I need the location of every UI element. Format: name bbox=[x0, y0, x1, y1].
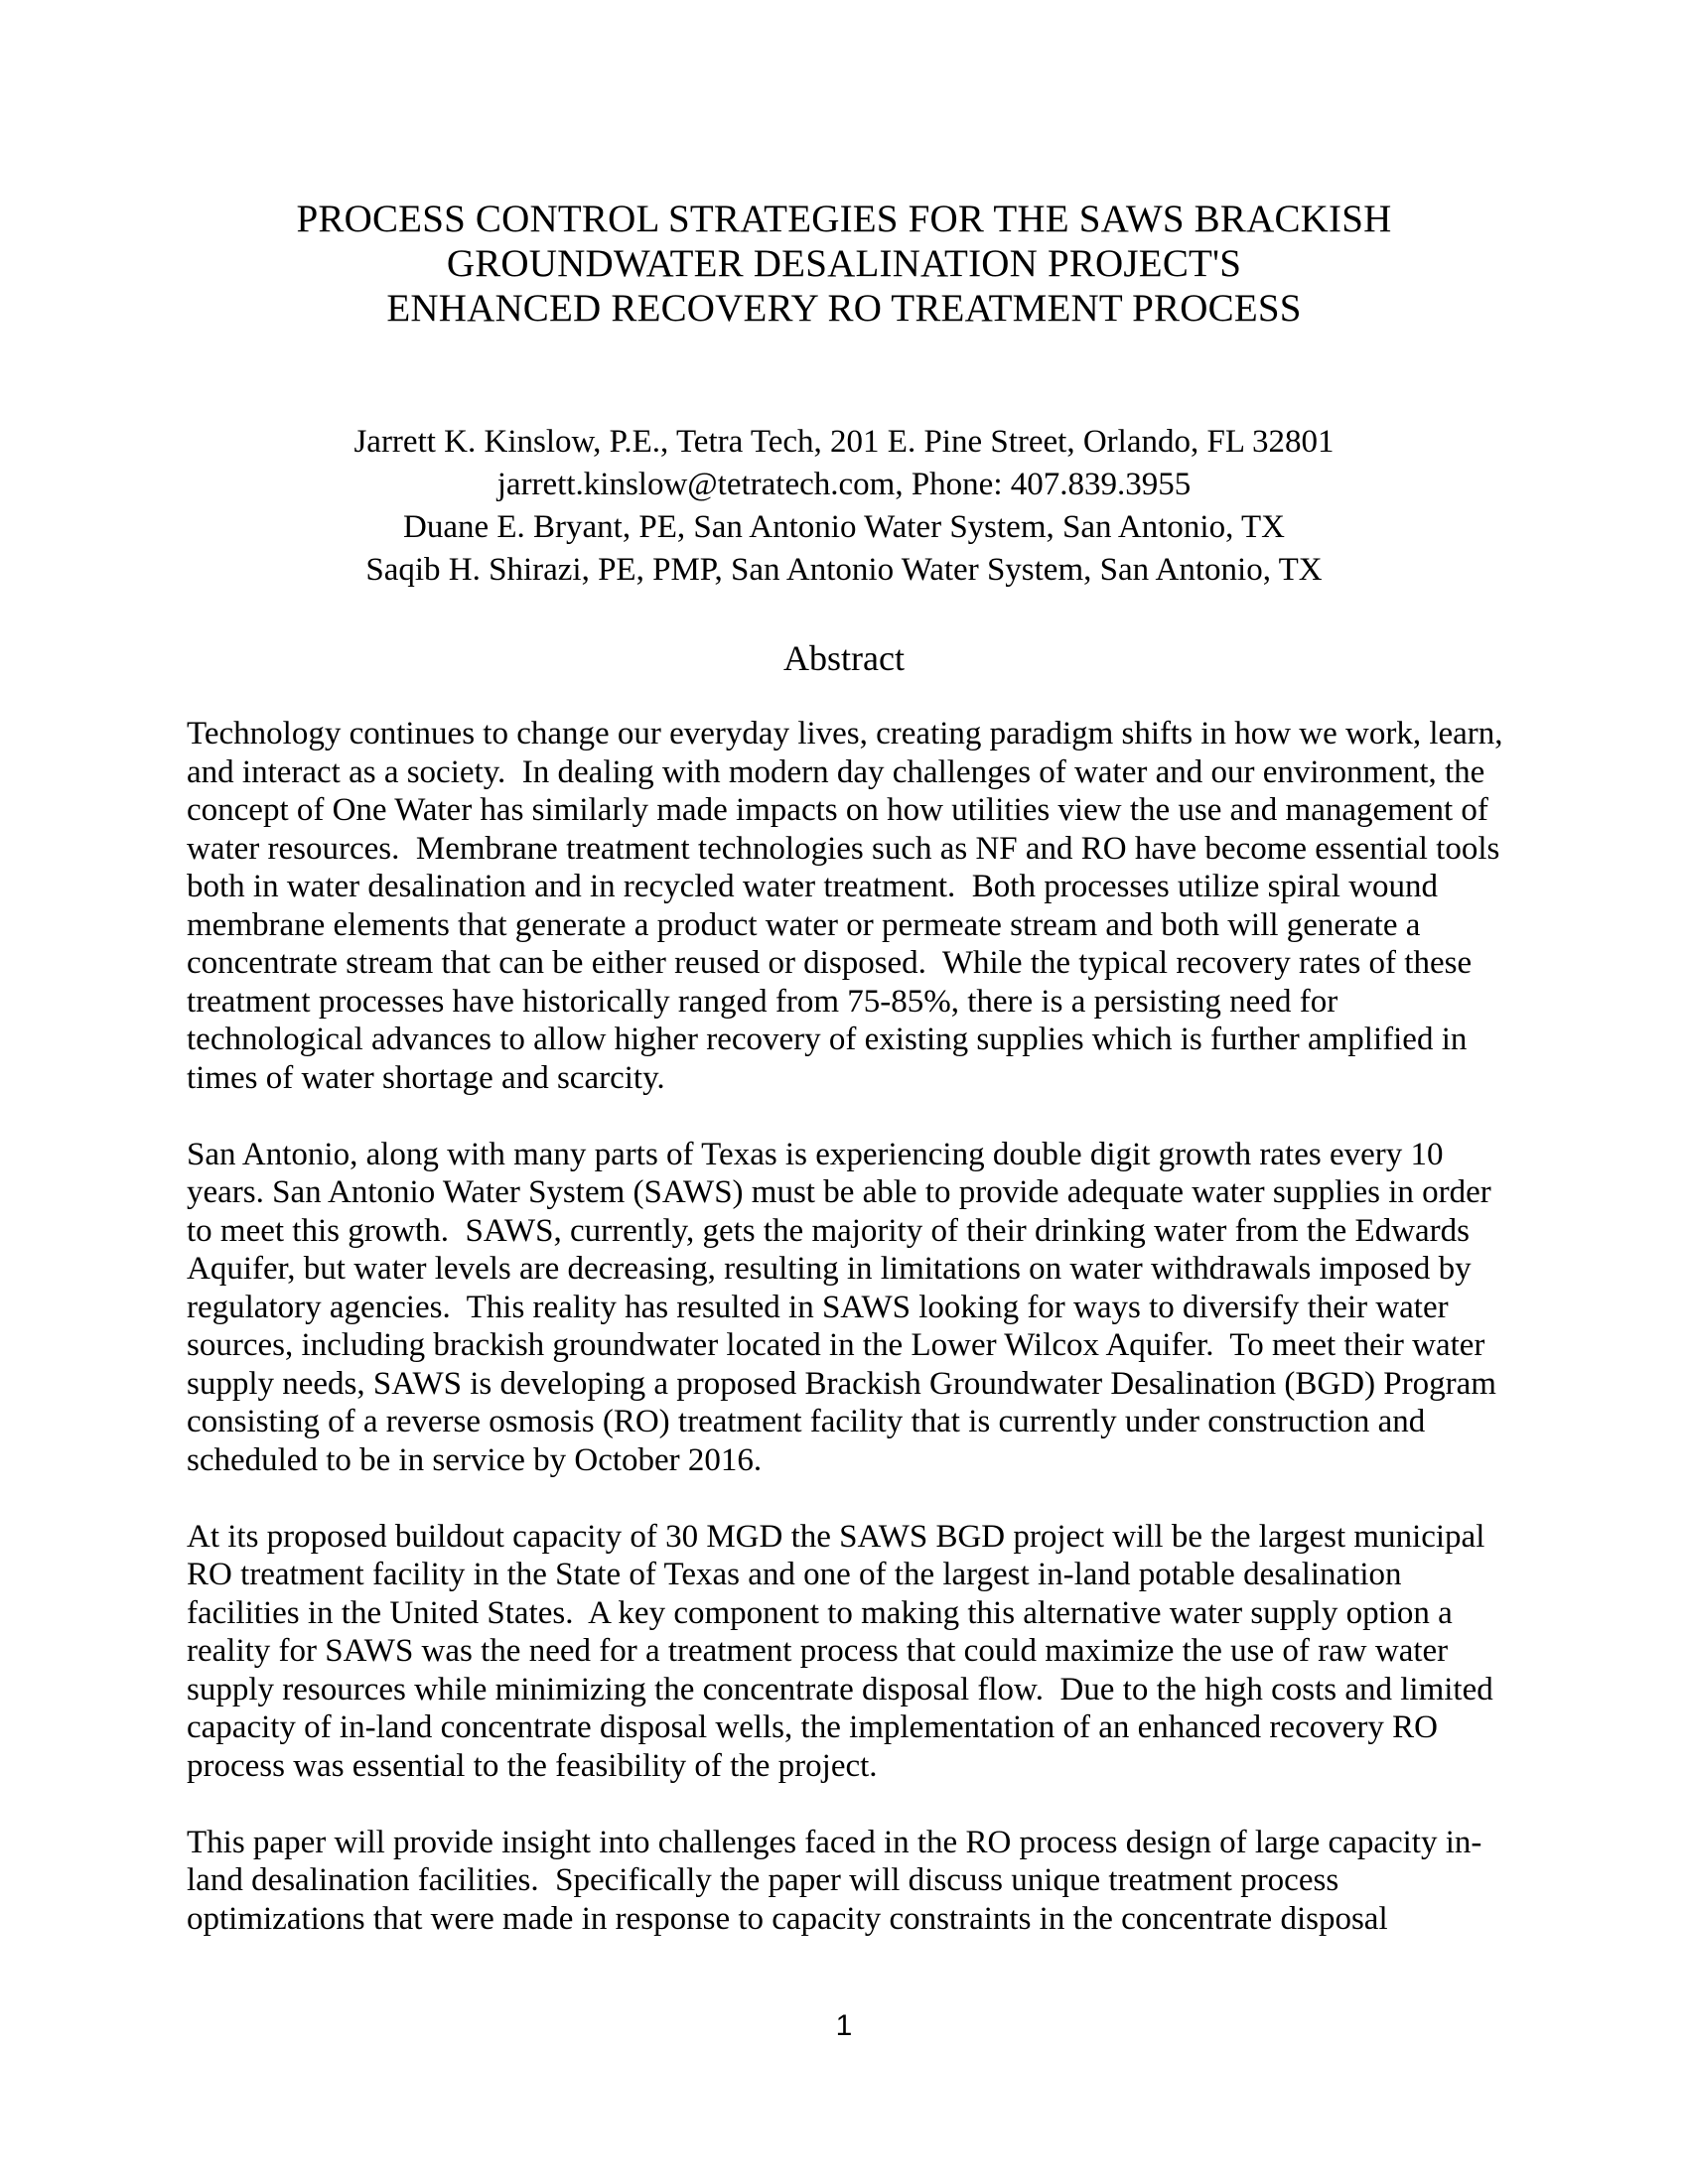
page-number: 1 bbox=[835, 2009, 853, 2042]
author-line-3: Saqib H. Shirazi, PE, PMP, San Antonio Water System, San Antonio, TX bbox=[365, 552, 1323, 588]
abstract-paragraph-3: At its proposed buildout capacity of 30 MGD the SAWS BGD project will be the largest municipal RO treatment facility in the State of Texas and one of the largest in-land potable desalination facilities in the United States. A key component to making this alternative water supply option a reality for SAWS was the need for a treatment process that could maximize the use of raw water supply resources while minimizing the concentrate disposal flow. Due to the high costs and limited capacity of in-land concentrate disposal wells, the implementation of an enhanced recovery RO process was essential to the feasibility of the project. bbox=[187, 1518, 1501, 1784]
paper-title bbox=[0, 197, 1688, 331]
paper-title-line-3: ENHANCED RECOVERY RO TREATMENT PROCESS bbox=[386, 287, 1302, 330]
abstract-heading: Abstract bbox=[783, 638, 905, 678]
author-line-1: Jarrett K. Kinslow, P.E., Tetra Tech, 201 E. Pine Street, Orlando, FL 32801 bbox=[353, 424, 1335, 460]
abstract-body bbox=[187, 715, 1517, 1977]
author-block bbox=[0, 421, 1688, 592]
author-contact-line: jarrett.kinslow@tetratech.com, Phone: 407.839.3955 bbox=[496, 467, 1192, 502]
abstract-paragraph-2: San Antonio, along with many parts of Texas is experiencing double digit growth rates every 10 years. San Antonio Water System (SAWS) must be able to provide adequate water supplies in order to meet this growth. SAWS, currently, gets the majority of their drinking water from the Edwards Aquifer, but water levels are decreasing, resulting in limitations on water withdrawals imposed by regulatory agencies. This reality has resulted in SAWS looking for ways to diversify their water sources, including brackish groundwater located in the Lower Wilcox Aquifer. To meet their water supply needs, SAWS is developing a proposed Brackish Groundwater Desalination (BGD) Program consisting of a reverse osmosis (RO) treatment facility that is currently under construction and scheduled to be in service by October 2016. bbox=[187, 1136, 1505, 1478]
page-footer bbox=[0, 2009, 1688, 2043]
abstract-paragraph-4: This paper will provide insight into challenges faced in the RO process design of large capacity in-land desalination facilities. Specifically the paper will discuss unique treatment process optimizations that were made in response to capacity constraints in the concentrate disposal bbox=[187, 1824, 1482, 1937]
abstract-paragraph-1: Technology continues to change our everyday lives, creating paradigm shifts in how we work, learn, and interact as a society. In dealing with modern day challenges of water and our environment, the concept of One Water has similarly made impacts on how utilities view the use and management of water resources. Membrane treatment technologies such as NF and RO have become essential tools both in water desalination and in recycled water treatment. Both processes utilize spiral wound membrane elements that generate a product water or permeate stream and both will generate a concentrate stream that can be either reused or disposed. While the typical recovery rates of these treatment processes have historically ranged from 75-85%, there is a persisting need for technological advances to allow higher recovery of existing supplies which is further amplified in times of water shortage and scarcity. bbox=[187, 716, 1511, 1096]
author-line-2: Duane E. Bryant, PE, San Antonio Water System, San Antonio, TX bbox=[403, 509, 1285, 545]
paper-title-line-2: GROUNDWATER DESALINATION PROJECT'S bbox=[446, 242, 1242, 285]
paper-title-line-1: PROCESS CONTROL STRATEGIES FOR THE SAWS BRACKISH bbox=[296, 198, 1392, 240]
